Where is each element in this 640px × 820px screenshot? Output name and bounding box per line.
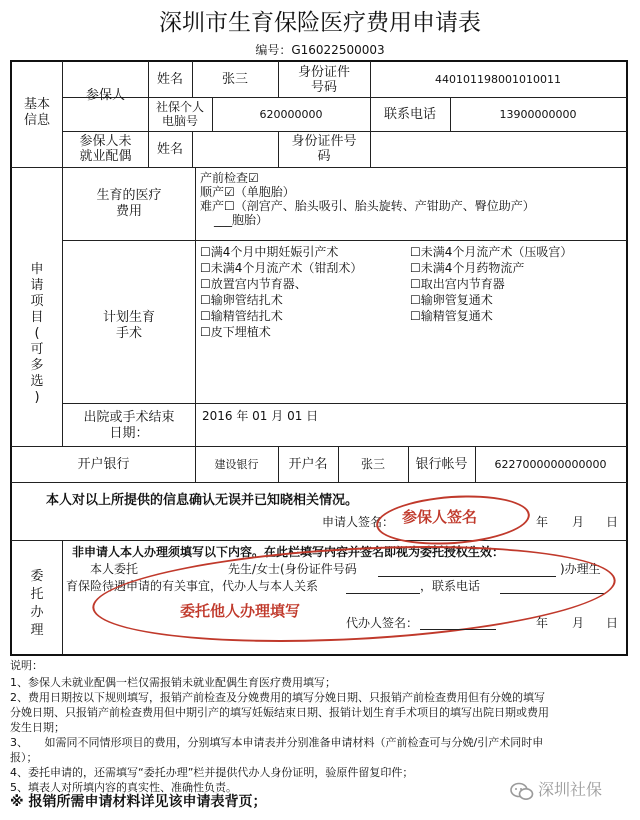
family-planning-option[interactable]: ☐满4个月中期妊娠引产术	[200, 245, 339, 259]
proxy-note: 委托他人办理填写	[180, 602, 301, 620]
spouse-label: 参保人未 就业配偶	[79, 134, 132, 164]
note-line: 1、参保人未就业配偶一栏仅需报销未就业配偶生育医疗费用填写；	[10, 676, 336, 689]
family-planning-option[interactable]: ☐输卵管复通术	[410, 293, 493, 307]
serial-number: 编号：G16022500003	[255, 43, 385, 57]
sipc-value: 620000000	[259, 108, 323, 121]
account-number-value: 6227000000000000	[494, 458, 607, 471]
confirm-year: 年	[536, 515, 549, 529]
sipc-label: 社保个人 电脑号	[155, 100, 204, 128]
proxy-line1-a: 本人委托	[90, 562, 139, 576]
bank-label: 开户银行	[77, 457, 130, 472]
proxy-line1-c: )办理生	[560, 562, 601, 576]
note-line: 分娩日期、只报销产前检查费用但中期引产的填写妊娠结束日期、报销计划生育手术项目的填写出院日期或费用	[10, 706, 549, 719]
wechat-icon	[510, 782, 534, 802]
fertility-option-natural[interactable]: 顺产☑（单胞胎）	[200, 185, 295, 199]
section-basic-info: 基本 信息	[23, 97, 50, 128]
family-planning-option[interactable]: ☐输精管结扎术	[200, 309, 283, 323]
note-line: 4、委托申请的，还需填写“委托办理”栏并提供代办人身份证明，验原件留复印件；	[10, 766, 414, 779]
proxy-line1-b: 先生/女士(身份证件号码	[228, 562, 357, 576]
notes-heading: 说明：	[10, 659, 43, 672]
fertility-option-prenatal[interactable]: 产前检查☑	[200, 171, 259, 185]
phone-value: 13900000000	[499, 108, 577, 121]
note-line: 发生日期；	[10, 721, 65, 734]
frame-bottom	[10, 654, 628, 656]
end-date-label: 出院或手术结束 日期：	[83, 410, 175, 441]
account-number-label: 银行帐号	[415, 457, 468, 472]
proxy-sign-label: 代办人签名：	[346, 616, 419, 630]
proxy-sign-field[interactable]	[420, 629, 496, 630]
fertility-label: 生育的医疗 费用	[96, 188, 162, 219]
fertility-option-multiple: ___胞胎）	[214, 213, 269, 227]
family-planning-option[interactable]: ☐取出宫内节育器	[410, 277, 505, 291]
section-application-items: 申 请 项 目 ( 可 多 选 )	[30, 262, 44, 405]
note-line: 5、填表人对所填内容的真实性、准确性负责。	[10, 781, 237, 794]
name-label: 姓名	[156, 72, 183, 87]
family-planning-option[interactable]: ☐输卵管结扎术	[200, 293, 283, 307]
frame-right	[626, 60, 628, 655]
account-holder-value: 张三	[360, 457, 385, 471]
note-line: 2、费用日期按以下规则填写，报销产前检查及分娩费用的填写分娩日期、只报销产前检查费用但有分娩的填写	[10, 691, 545, 704]
section-proxy: 委 托 办 理	[30, 569, 44, 638]
family-planning-option[interactable]: ☐未满4个月流产术（钳刮术）	[200, 261, 363, 275]
confirm-day: 日	[606, 515, 619, 529]
note-line: 报）；	[10, 751, 38, 764]
family-planning-option[interactable]: ☐输精管复通术	[410, 309, 493, 323]
watermark-text: 深圳社保	[538, 780, 603, 799]
proxy-month: 月	[572, 616, 585, 630]
id-value: 440101198001010011	[435, 73, 561, 86]
proxy-day: 日	[606, 616, 619, 630]
confirmation-text: 本人对以上所提供的信息确认无误并已知晓相关情况。	[46, 493, 359, 508]
family-planning-option[interactable]: ☐放置宫内节育器、	[200, 277, 307, 291]
id-label: 身份证件 号码	[297, 65, 350, 95]
notes-list	[10, 675, 630, 795]
notes-footer: ※ 报销所需申请材料详见该申请表背页；	[10, 794, 267, 810]
family-planning-left-list	[200, 244, 362, 340]
frame-top	[10, 60, 628, 62]
page-title: 深圳市生育保险医疗费用申请表	[159, 10, 481, 36]
family-planning-right-list	[410, 244, 572, 324]
end-date-value[interactable]: 2016 年 01 月 01 日	[202, 409, 319, 423]
spouse-id-label: 身份证件号 码	[291, 134, 357, 164]
spouse-name-label: 姓名	[156, 142, 183, 157]
name-value: 张三	[221, 72, 248, 87]
applicant-sign-note: 参保人签名	[402, 508, 478, 526]
bank-value: 建设银行	[214, 458, 259, 471]
proxy-line2-b: ，联系电话	[420, 579, 481, 593]
confirm-month: 月	[572, 515, 585, 529]
phone-label: 联系电话	[383, 107, 436, 122]
fertility-option-dystocia[interactable]: 难产☐（剖宫产、胎头吸引、胎头旋转、产钳助产、臀位助产）	[200, 199, 535, 213]
account-holder-label: 开户名	[288, 457, 328, 472]
insured-label: 参保人	[85, 88, 125, 103]
family-planning-option[interactable]: ☐未满4个月药物流产	[410, 261, 525, 275]
proxy-year: 年	[536, 616, 549, 630]
family-planning-option[interactable]: ☐皮下埋植术	[200, 325, 271, 339]
proxy-heading: 非申请人本人办理须填写以下内容。在此栏填写内容并签名即视为委托授权生效：	[72, 545, 505, 559]
proxy-line2: 育保险待遇申请的有关事宜，代办人与本人关系	[66, 579, 319, 593]
applicant-sign-label: 申请人签名：	[322, 515, 395, 529]
note-line: 3、 如需同不同情形项目的费用，分别填写本申请表并分别准备申请材料（产前检查可与分娩/引产术同时申	[10, 736, 544, 749]
family-planning-option[interactable]: ☐未满4个月流产术（压吸宫）	[410, 245, 573, 259]
family-planning-label: 计划生育 手术	[102, 310, 155, 341]
